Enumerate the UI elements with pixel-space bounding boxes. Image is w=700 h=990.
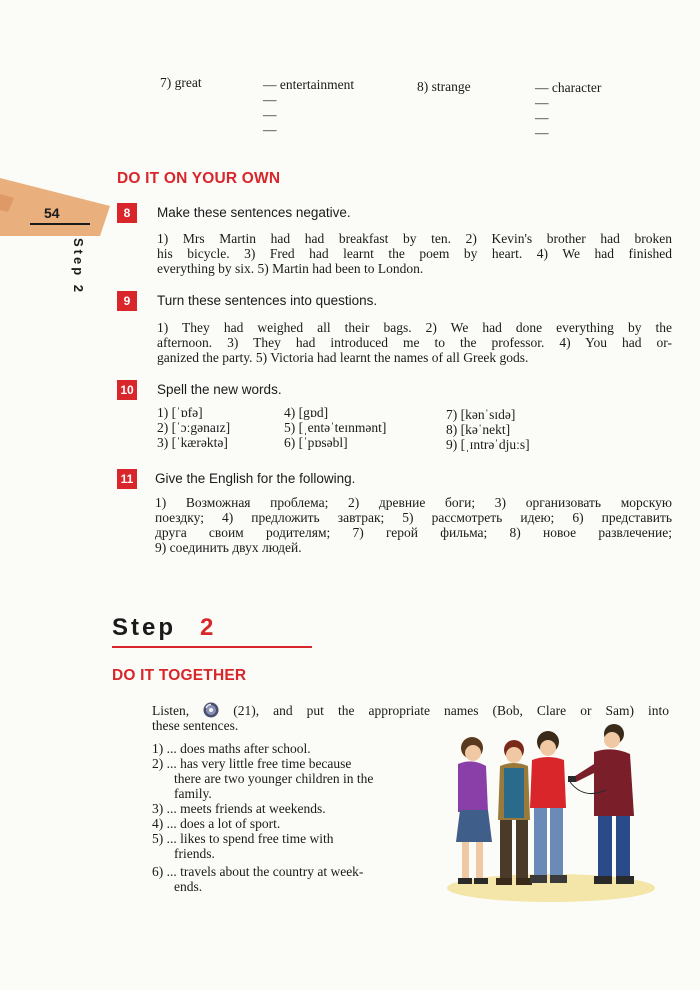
text-line: 1) Mrs Martin had had breakfast by ten. 2) Kevin's brother had broken	[157, 231, 672, 246]
item-line: 4) ... does a lot of sport.	[152, 816, 281, 831]
transcription-word: 2) [ˈɔːgənaɪz]	[157, 420, 231, 435]
dash: —	[535, 95, 549, 110]
top-item-8: 8) strange	[417, 79, 471, 94]
exercise-9-text	[157, 320, 672, 365]
text-line: his bicycle. 3) Fred had learnt the poem by heart. 4) We had finished	[157, 246, 672, 261]
transcription-word: 6) [ˈpɒsəbl]	[284, 435, 348, 450]
exercise-8-number: 8	[117, 203, 137, 223]
exercise-11-text	[155, 495, 672, 555]
transcription-word: 7) [kənˈsɪdə]	[446, 407, 516, 422]
top-item-7-answer: — entertainment	[263, 77, 355, 92]
exercise-8-text	[157, 231, 672, 276]
instruction-line-2: these sentences.	[152, 718, 239, 733]
instruction-before: Listen,	[152, 703, 190, 718]
item-line: friends.	[174, 846, 215, 861]
teenagers-illustration	[444, 720, 658, 905]
text-line: поездку; 4) предложить завтрак; 5) рассмотреть идею; 6) представить	[155, 510, 672, 525]
exercise-10-col-2	[284, 405, 386, 450]
page-number-rule	[30, 223, 90, 225]
dash: —	[263, 92, 277, 107]
section-heading-own: DO IT ON YOUR OWN	[117, 170, 281, 187]
text-line: afternoon. 3) They had introduced me to the professor. 4) You had or-	[157, 335, 672, 350]
top-item-7: 7) great	[160, 75, 202, 90]
item-line: 3) ... meets friends at weekends.	[152, 801, 326, 816]
top-item-8-dashes	[535, 95, 549, 140]
top-item-8-answer: — character	[535, 80, 602, 95]
dash: —	[535, 110, 549, 125]
item-4	[152, 816, 452, 831]
item-1	[152, 741, 452, 756]
item-line: ends.	[174, 879, 203, 894]
exercise-8-title: Make these sentences negative.	[157, 205, 351, 220]
item-line: there are two younger children in the	[174, 771, 374, 786]
dash: —	[535, 125, 549, 140]
instruction-line-1	[152, 702, 669, 718]
exercise-9-number: 9	[117, 291, 137, 311]
transcription-word: 9) [ˌɪntrəˈdjuːs]	[446, 437, 530, 452]
item-2	[152, 756, 452, 801]
transcription-word: 8) [kəˈnekt]	[446, 422, 511, 437]
item-line: 1) ... does maths after school.	[152, 741, 311, 756]
section-heading-together: DO IT TOGETHER	[112, 667, 247, 684]
page-number: 54	[44, 205, 60, 221]
text-line: 1) Возможная проблема; 2) древние боги; 3) организовать морскую	[155, 495, 672, 510]
transcription-word: 5) [ˌentəˈteɪnmənt]	[284, 420, 387, 435]
vertical-step-label: Step 2	[71, 238, 86, 296]
together-items	[152, 741, 452, 894]
item-line: 5) ... likes to spend free time with	[152, 831, 334, 846]
step-heading-rule	[112, 646, 312, 648]
exercise-9-title: Turn these sentences into questions.	[157, 293, 378, 308]
exercise-10-col-3	[446, 407, 530, 452]
dash: —	[263, 107, 277, 122]
exercise-10-title: Spell the new words.	[157, 382, 282, 397]
exercise-11-title: Give the English for the following.	[155, 471, 356, 486]
exercise-10-number: 10	[117, 380, 137, 400]
text-line: everything by six. 5) Martin had been to London.	[157, 261, 424, 276]
item-6	[152, 864, 452, 894]
text-line: 9) соединить двух людей.	[155, 540, 302, 555]
exercise-11-number: 11	[117, 469, 137, 489]
text-line: 1) They had weighed all their bags. 2) We had done everything by the	[157, 320, 672, 335]
item-line: 6) ... travels about the country at week-	[152, 864, 364, 879]
transcription-word: 4) [gɒd]	[284, 405, 329, 420]
transcription-word: 1) [ˈɒfə]	[157, 405, 203, 420]
step-heading-word: Step	[112, 614, 177, 641]
text-line: друга своим родителям; 7) герой фильма; 8) новое развлечение;	[155, 525, 672, 540]
instruction-after: (21), and put the appropriate names (Bob, Clare or Sam) into	[233, 703, 670, 718]
step-heading-number: 2	[200, 614, 214, 641]
item-5	[152, 831, 452, 861]
top-item-7-dashes	[263, 92, 277, 137]
dash: —	[263, 122, 277, 137]
exercise-10-col-1	[157, 405, 230, 450]
audio-cd-icon[interactable]	[203, 702, 219, 718]
transcription-word: 3) [ˈkærəktə]	[157, 435, 228, 450]
item-line: family.	[174, 786, 212, 801]
item-3	[152, 801, 452, 816]
page-tab-decoration	[0, 172, 110, 236]
item-line: 2) ... has very little free time because	[152, 756, 352, 771]
text-line: ganized the party. 5) Victoria had learnt the names of all Greek gods.	[157, 350, 529, 365]
